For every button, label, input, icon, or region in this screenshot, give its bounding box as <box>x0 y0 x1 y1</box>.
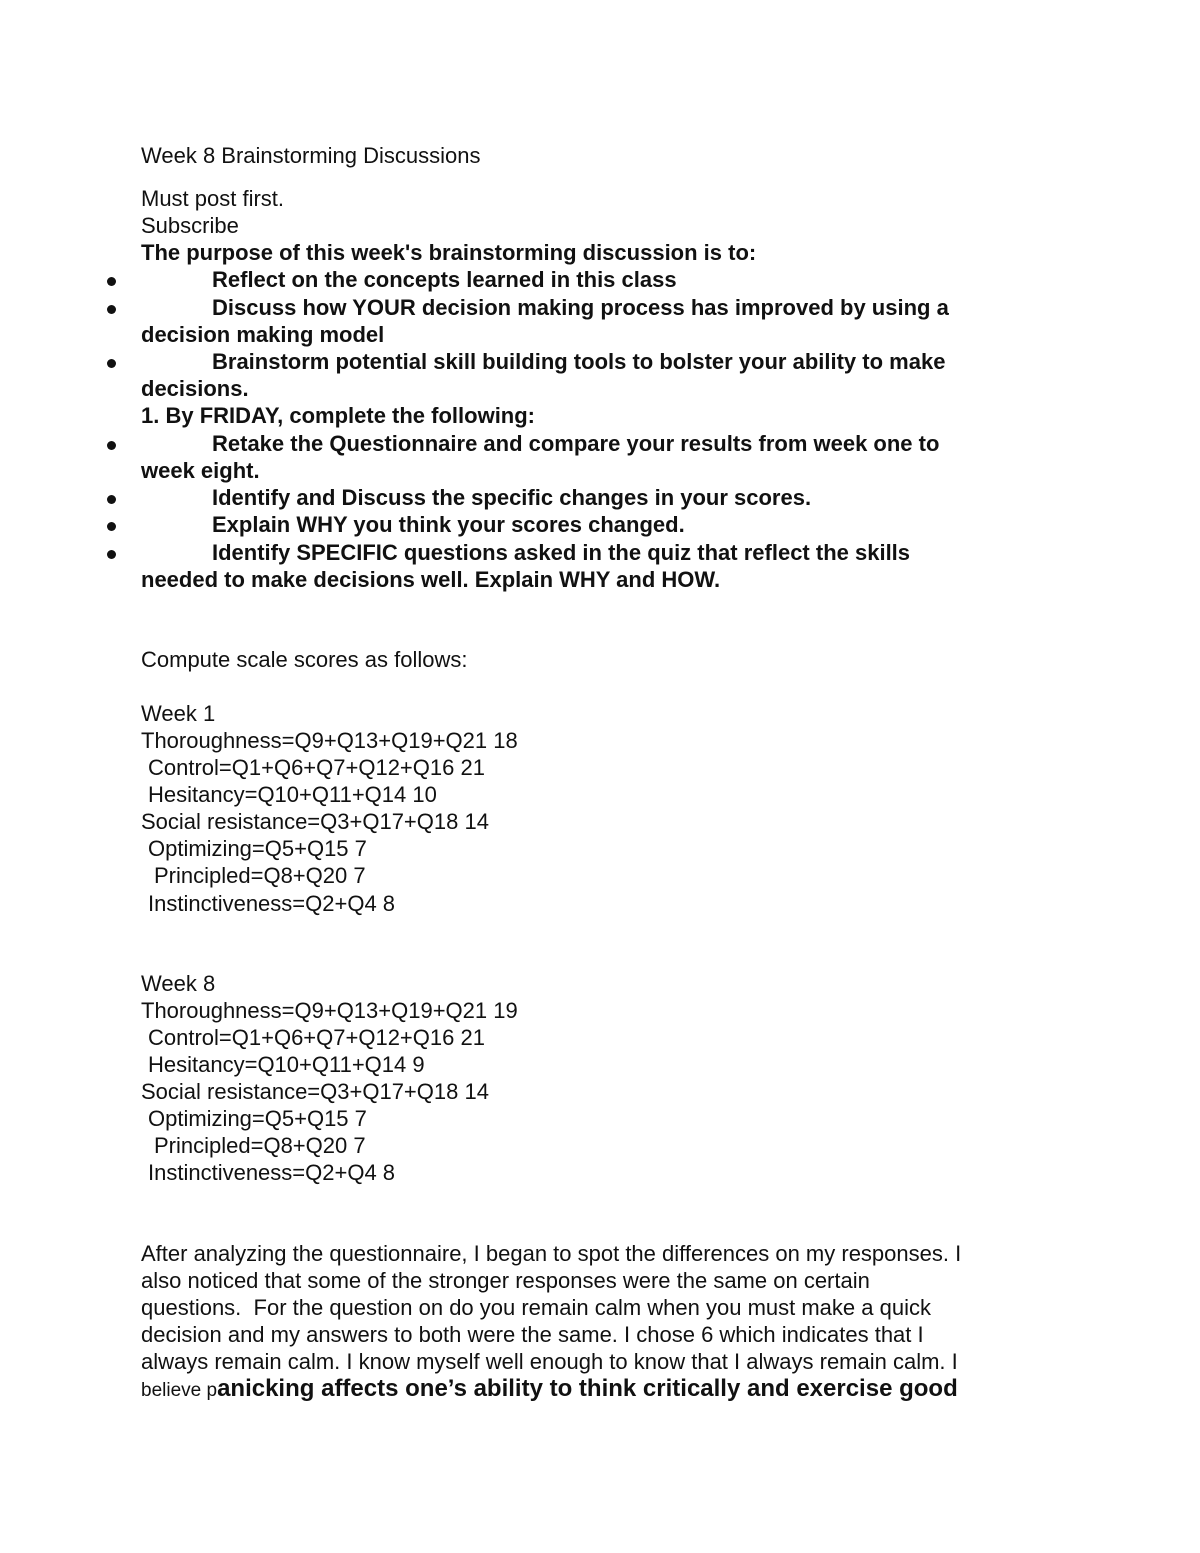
compute-heading: Compute scale scores as follows: <box>141 647 468 672</box>
analysis-line: also noticed that some of the stronger responses were the same on certain <box>141 1268 870 1293</box>
bullet-text: Reflect on the concepts learned in this class <box>212 267 677 292</box>
bullet-icon <box>107 441 116 450</box>
analysis-last-small: believe p <box>141 1380 218 1401</box>
bullet-icon <box>107 277 116 286</box>
document-title: Week 8 Brainstorming Discussions <box>141 143 481 168</box>
week8-label: Week 8 <box>141 971 216 996</box>
bullet-text-continued: decisions. <box>141 376 249 401</box>
score-row: Optimizing=Q5+Q15 7 <box>148 1106 367 1131</box>
score-row: Principled=Q8+Q20 7 <box>154 1133 366 1158</box>
analysis-line: always remain calm. I know myself well enough to know that I always remain calm. I <box>141 1349 958 1374</box>
bullet-text: Discuss how YOUR decision making process has improved by using a <box>212 295 949 320</box>
bullet-text: Identify SPECIFIC questions asked in the quiz that reflect the skills <box>212 540 911 565</box>
score-row: Principled=Q8+Q20 7 <box>154 863 366 888</box>
bullet-text: Explain WHY you think your scores changed. <box>212 512 685 537</box>
analysis-line: After analyzing the questionnaire, I began to spot the differences on my responses. I <box>141 1241 962 1266</box>
bullet-text: Brainstorm potential skill building tools to bolster your ability to make <box>212 349 946 374</box>
analysis-last-big: anicking affects one’s ability to think critically and exercise good <box>217 1375 958 1402</box>
score-row: Social resistance=Q3+Q17+Q18 14 <box>141 809 489 834</box>
score-row: Instinctiveness=Q2+Q4 8 <box>148 891 396 916</box>
friday-heading: 1. By FRIDAY, complete the following: <box>141 403 536 428</box>
analysis-line: decision and my answers to both were the same. I chose 6 which indicates that I <box>141 1322 924 1347</box>
score-row: Thoroughness=Q9+Q13+Q19+Q21 18 <box>141 728 518 753</box>
score-row: Control=Q1+Q6+Q7+Q12+Q16 21 <box>148 755 485 780</box>
score-row: Thoroughness=Q9+Q13+Q19+Q21 19 <box>141 998 518 1023</box>
analysis-last-line <box>141 1375 1061 1404</box>
bullet-text: Identify and Discuss the specific changes in your scores. <box>212 485 812 510</box>
bullet-icon <box>107 305 116 314</box>
bullet-icon <box>107 495 116 504</box>
purpose-intro: The purpose of this week's brainstorming discussion is to: <box>141 240 757 265</box>
bullet-text-continued: week eight. <box>141 458 260 483</box>
bullet-icon <box>107 550 116 559</box>
analysis-paragraph <box>141 1240 1061 1404</box>
score-row: Hesitancy=Q10+Q11+Q14 9 <box>148 1052 425 1077</box>
bullet-text: Retake the Questionnaire and compare your results from week one to <box>212 431 940 456</box>
bullet-text-continued: decision making model <box>141 322 385 347</box>
score-row: Social resistance=Q3+Q17+Q18 14 <box>141 1079 489 1104</box>
analysis-line: questions. For the question on do you remain calm when you must make a quick <box>141 1295 931 1320</box>
subscribe-link[interactable]: Subscribe <box>141 213 239 238</box>
bullet-icon <box>107 522 116 531</box>
score-row: Hesitancy=Q10+Q11+Q14 10 <box>148 782 437 807</box>
score-row: Control=Q1+Q6+Q7+Q12+Q16 21 <box>148 1025 485 1050</box>
week1-label: Week 1 <box>141 701 216 726</box>
score-row: Optimizing=Q5+Q15 7 <box>148 836 367 861</box>
bullet-text-continued: needed to make decisions well. Explain WHY and HOW. <box>141 567 721 592</box>
score-row: Instinctiveness=Q2+Q4 8 <box>148 1160 396 1185</box>
bullet-icon <box>107 359 116 368</box>
must-post-note: Must post first. <box>141 186 285 211</box>
